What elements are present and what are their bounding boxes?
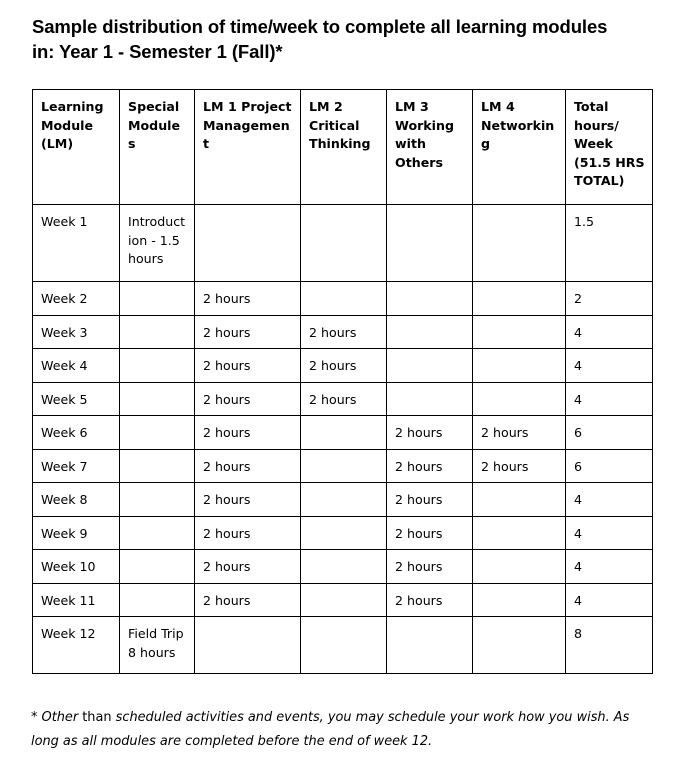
column-header-lm3: LM 3 Working with Others [387,90,473,205]
lm4-cell [473,516,566,550]
table-body [33,205,653,674]
lm4-cell [473,205,566,282]
lm4-cell [473,382,566,416]
schedule-table [32,89,653,674]
lm4-cell: 2 hours [473,449,566,483]
special-modules-cell [120,315,195,349]
week-label: Week 10 [33,550,120,584]
lm4-cell [473,282,566,316]
table-row [33,583,653,617]
table-header-row [33,90,653,205]
lm2-cell [301,416,387,450]
table-row [33,282,653,316]
total-hours-cell: 1.5 [566,205,653,282]
table-row [33,617,653,674]
table-row [33,449,653,483]
lm3-cell [387,282,473,316]
lm3-cell: 2 hours [387,483,473,517]
week-label: Week 12 [33,617,120,674]
lm4-cell [473,617,566,674]
special-modules-cell [120,583,195,617]
footnote-emphasis-than: than [82,710,112,725]
total-hours-cell: 4 [566,583,653,617]
week-label: Week 6 [33,416,120,450]
total-hours-cell: 8 [566,617,653,674]
total-hours-cell: 4 [566,382,653,416]
lm4-cell [473,483,566,517]
special-modules-cell [120,349,195,383]
total-hours-cell: 4 [566,550,653,584]
table-row [33,483,653,517]
column-header-learning-module: Learning Module (LM) [33,90,120,205]
lm4-cell [473,583,566,617]
week-label: Week 11 [33,583,120,617]
lm1-cell: 2 hours [195,349,301,383]
special-modules-cell: Field Trip 8 hours [120,617,195,674]
lm1-cell [195,617,301,674]
lm1-cell: 2 hours [195,282,301,316]
page-title: Sample distribution of time/week to complete all learning modules in: Year 1 - Semester 1 (Fall)* [32,16,608,62]
special-modules-cell [120,282,195,316]
special-modules-cell: Introduction - 1.5 hours [120,205,195,282]
column-header-lm2: LM 2 Critical Thinking [301,90,387,205]
lm2-cell [301,449,387,483]
lm1-cell: 2 hours [195,550,301,584]
lm3-cell: 2 hours [387,449,473,483]
lm2-cell [301,617,387,674]
lm3-cell [387,617,473,674]
total-hours-cell: 2 [566,282,653,316]
column-header-special-modules: Special Modules [120,90,195,205]
column-header-total-hours: Total hours/ Week (51.5 HRS TOTAL) [566,90,653,205]
lm3-cell [387,205,473,282]
lm2-cell [301,282,387,316]
lm3-cell [387,349,473,383]
table-row [33,516,653,550]
table-row [33,550,653,584]
table-row [33,382,653,416]
lm1-cell: 2 hours [195,483,301,517]
footnote-part-3: scheduled activities and events, you may schedule your work how you wish. As long as all modules are completed before the end of week 12. [31,710,630,749]
week-label: Week 5 [33,382,120,416]
lm3-cell: 2 hours [387,550,473,584]
week-label: Week 4 [33,349,120,383]
total-hours-cell: 4 [566,315,653,349]
lm3-cell [387,315,473,349]
lm2-cell [301,583,387,617]
special-modules-cell [120,516,195,550]
week-label: Week 9 [33,516,120,550]
special-modules-cell [120,449,195,483]
lm4-cell [473,315,566,349]
special-modules-cell [120,483,195,517]
table-row [33,205,653,282]
special-modules-cell [120,382,195,416]
lm2-cell [301,516,387,550]
table-header [33,90,653,205]
total-hours-cell: 4 [566,349,653,383]
lm4-cell [473,550,566,584]
lm3-cell: 2 hours [387,416,473,450]
table-row [33,416,653,450]
lm3-cell [387,382,473,416]
total-hours-cell: 4 [566,483,653,517]
column-header-lm1: LM 1 Project Management [195,90,301,205]
lm2-cell: 2 hours [301,349,387,383]
week-label: Week 1 [33,205,120,282]
lm1-cell: 2 hours [195,583,301,617]
lm1-cell: 2 hours [195,516,301,550]
column-header-lm4: LM 4 Networking [473,90,566,205]
footnote-part-1: * Other [31,710,83,725]
schedule-table-container [32,89,652,674]
lm1-cell: 2 hours [195,416,301,450]
lm1-cell [195,205,301,282]
week-label: Week 2 [33,282,120,316]
lm3-cell: 2 hours [387,516,473,550]
table-row [33,349,653,383]
lm4-cell [473,349,566,383]
lm1-cell: 2 hours [195,315,301,349]
week-label: Week 3 [33,315,120,349]
total-hours-cell: 6 [566,416,653,450]
lm2-cell: 2 hours [301,382,387,416]
week-label: Week 7 [33,449,120,483]
total-hours-cell: 6 [566,449,653,483]
lm2-cell [301,205,387,282]
lm2-cell [301,550,387,584]
lm1-cell: 2 hours [195,382,301,416]
special-modules-cell [120,550,195,584]
special-modules-cell [120,416,195,450]
total-hours-cell: 4 [566,516,653,550]
lm4-cell: 2 hours [473,416,566,450]
lm1-cell: 2 hours [195,449,301,483]
table-row [33,315,653,349]
footnote [31,706,641,754]
week-label: Week 8 [33,483,120,517]
lm3-cell: 2 hours [387,583,473,617]
lm2-cell: 2 hours [301,315,387,349]
lm2-cell [301,483,387,517]
